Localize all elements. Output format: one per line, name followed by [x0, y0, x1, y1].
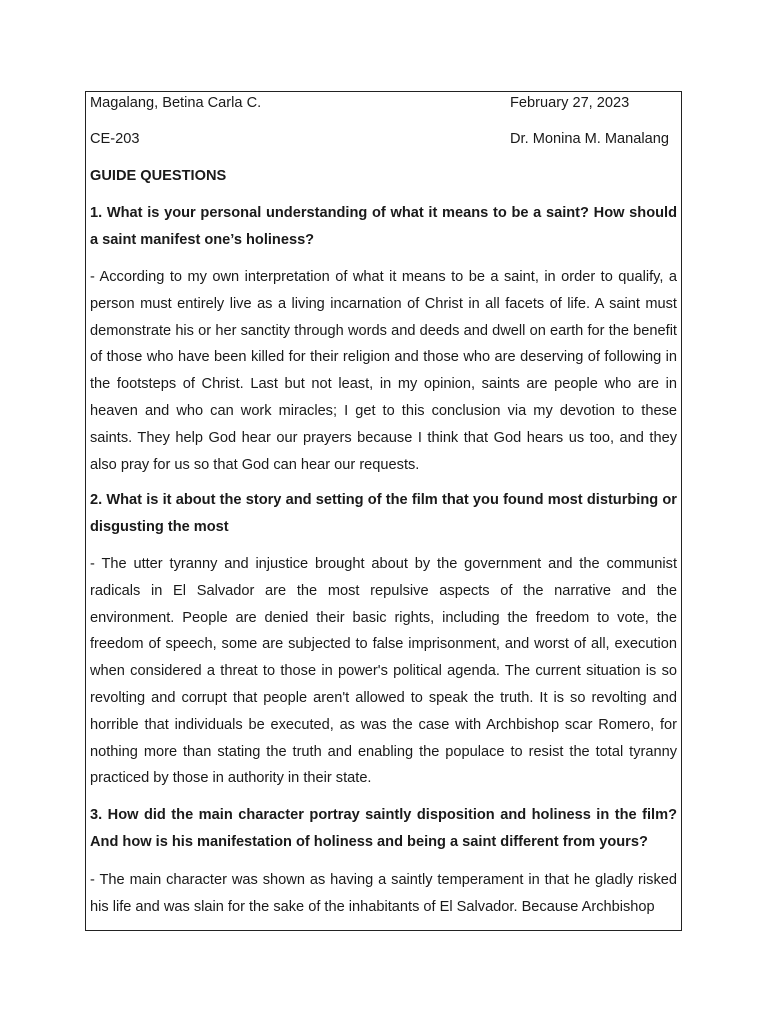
- course-code: CE-203: [90, 131, 140, 147]
- student-name: Magalang, Betina Carla C.: [90, 95, 262, 111]
- instructor-name: Dr. Monina M. Manalang: [510, 131, 669, 147]
- answer-1: - According to my own interpretation of what it means to be a saint, in order to qualify, a person must entirely live as a living incarnation of Christ in all facets of life. A saint must demonstrate his or her sanctity through words and deeds and dwell on earth for the benefit of those who have been killed for their religion and those who are deserving of following in the footsteps of Christ. Last but not least, in my opinion, saints are people who are in heaven and who can work miracles; I get to this conclusion via my devotion to these saints. They help God hear our prayers because I think that God hears us too, and they also pray for us so that God can hear our requests.: [90, 269, 677, 473]
- header-row-2: [90, 129, 678, 149]
- header-row-1: [90, 93, 678, 113]
- question-1: 1. What is your personal understanding of what it means to be a saint? How should a saint manifest one’s holiness?: [90, 205, 677, 248]
- question-2: 2. What is it about the story and setting of the film that you found most disturbing or disgusting the most: [90, 492, 677, 535]
- question-3: 3. How did the main character portray saintly disposition and holiness in the film? And how is his manifestation of holiness and being a saint different from yours?: [90, 807, 677, 850]
- section-title: GUIDE QUESTIONS: [90, 168, 227, 184]
- answer-2: - The utter tyranny and injustice brought about by the government and the communist radicals in El Salvador are the most repulsive aspects of the narrative and the environment. People are denied their basic rights, including the freedom to vote, the freedom of speech, some are subjected to false imprisonment, and worst of all, execution when considered a threat to those in power's political agenda. The current situation is so revolting and corrupt that people aren't allowed to speak the truth. It is so revolting and horrible that individuals be executed, as was the case with Archbishop scar Romero, for nothing more than stating the truth and enabling the populace to resist the total tyranny practiced by those in authority in their state.: [90, 556, 677, 787]
- document-date: February 27, 2023: [510, 95, 630, 111]
- answer-3: - The main character was shown as having a saintly temperament in that he gladly risked his life and was slain for the sake of the inhabitants of El Salvador. Because Archbishop: [90, 872, 677, 915]
